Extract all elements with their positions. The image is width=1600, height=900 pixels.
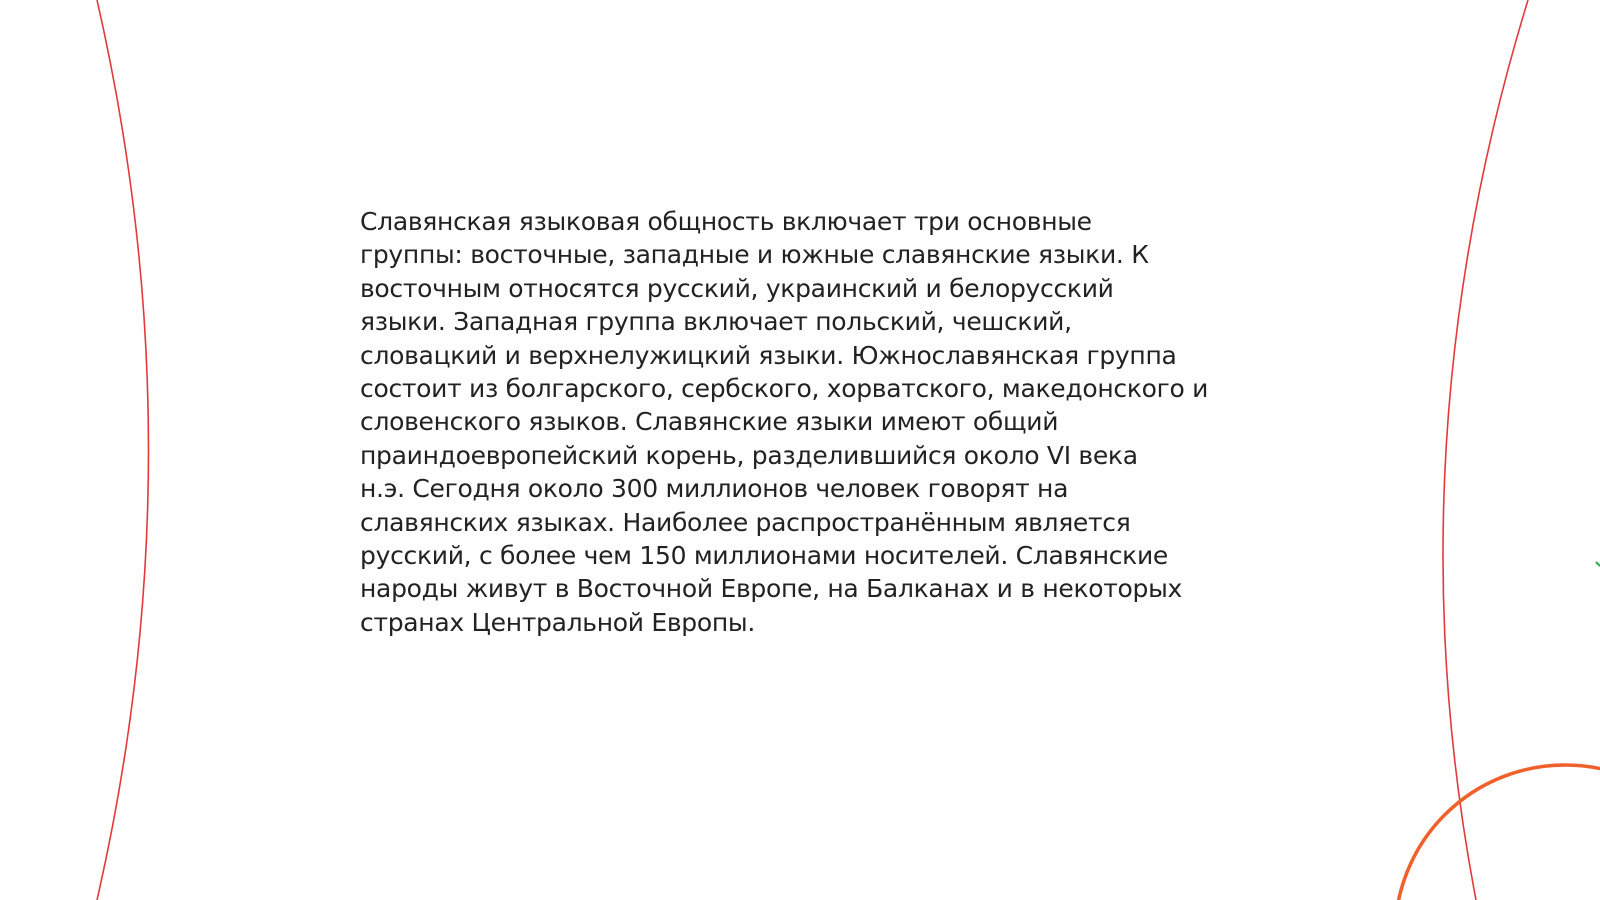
right-curve — [1443, 0, 1528, 900]
orange-circle — [1395, 765, 1600, 900]
body-text: Славянская языковая общность включает три основные группы: восточные, западные и южные славянские языки. К восточным относятся русский, украинский и белорусский языки. Западная группа включает польский, чешский, словацкий и верхнелужицкий языки. Южнославянская группа состоит из болгарского, сербского, хорватского, македонского и словенского языков. Славянские языки имеют общий праиндоевропейский корень, разделившийся около VI века н.э. Сегодня около 300 миллионов человек говорят на славянских языках. Наиболее распространённым является русский, с более чем 150 миллионами носителей. Славянские народы живут в Восточной Европе, на Балканах и в некоторых странах Центральной Европы. — [360, 207, 1209, 637]
green-accent — [1596, 562, 1600, 566]
left-curve — [97, 0, 149, 900]
